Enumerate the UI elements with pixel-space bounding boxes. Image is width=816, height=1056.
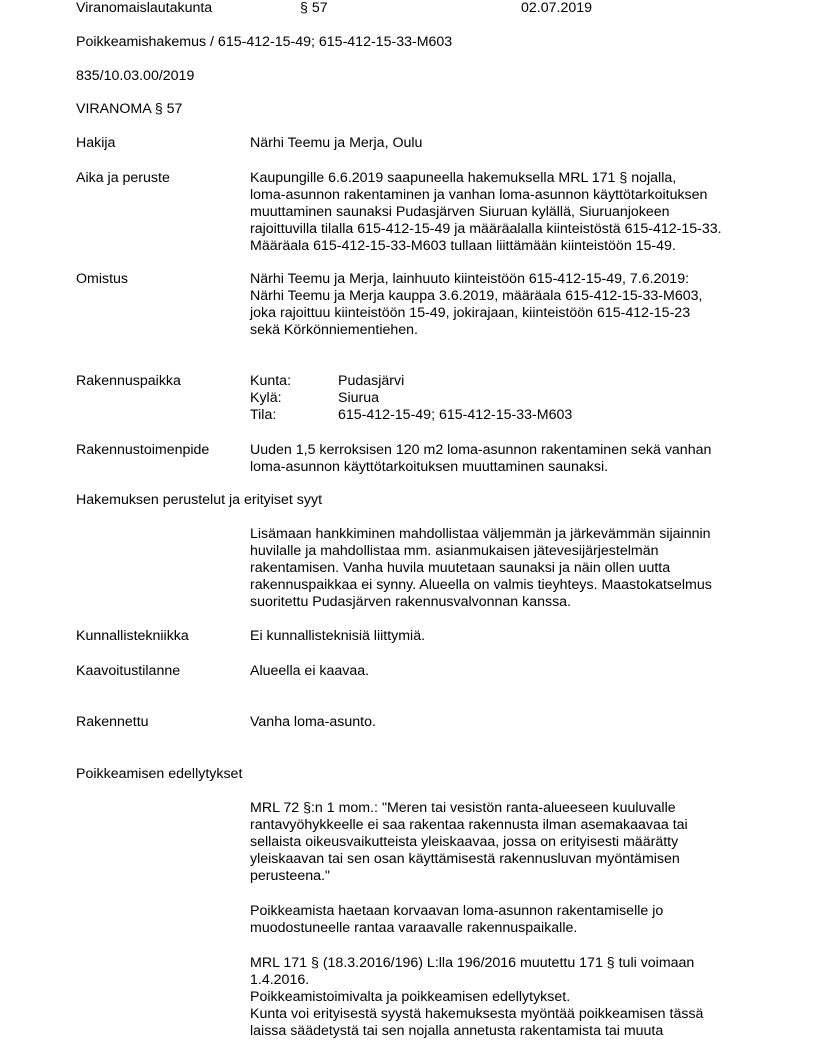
text-line: MRL 171 § (18.3.2016/196) L:lla 196/2016 muutettu 171 § tuli voimaan [250, 955, 695, 971]
village-label: Kylä: [250, 390, 282, 406]
conditions-quote [250, 800, 750, 885]
text-line: MRL 72 §:n 1 mom.: "Meren tai vesistön ranta-alueeseen kuuluvalle [250, 800, 676, 816]
text-line: rantavyöhykkeelle ei saa rakentaa rakennusta ilman asemakaavaa tai [250, 817, 688, 833]
text-line: muodostuneelle rantaa varaavalle rakennuspaikalle. [250, 920, 578, 936]
text-line: Kunta voi erityisestä syystä hakemuksesta myöntää poikkeamisen tässä [250, 1006, 704, 1022]
building-action-label: Rakennustoimenpide [76, 442, 210, 458]
municipal-engineering-label: Kunnallistekniikka [76, 628, 189, 644]
record-number: 835/10.03.00/2019 [76, 68, 195, 84]
text-line: sekä Körkönniementiehen. [250, 322, 418, 338]
text-line: muuttaminen saunaksi Pudasjärven Siuruan kylällä, Siuruanjokeen [250, 204, 670, 220]
subject-line: Poikkeamishakemus / 615-412-15-49; 615-412-15-33-M603 [76, 34, 453, 50]
text-line: Kaupungille 6.6.2019 saapuneella hakemuksella MRL 171 § nojalla, [250, 170, 677, 186]
text-line: Lisämaan hankkiminen mahdollistaa väljemmän ja järkevämmän sijainnin [250, 526, 711, 542]
text-line: Närhi Teemu ja Merja kauppa 3.6.2019, määräala 615-412-15-33-M603, [250, 288, 703, 304]
municipal-engineering-value: Ei kunnallisteknisiä liittymiä. [250, 628, 426, 644]
estate-label: Tila: [250, 407, 277, 423]
time-basis-label: Aika ja peruste [76, 170, 170, 186]
conditions-law [250, 955, 750, 1040]
text-line: Uuden 1,5 kerroksisen 120 m2 loma-asunnon rakentaminen sekä vanhan [250, 442, 712, 458]
village-value: Siurua [338, 390, 380, 406]
applicant-value: Närhi Teemu ja Merja, Oulu [250, 135, 423, 151]
text-line: Närhi Teemu ja Merja, lainhuuto kiinteistöön 615-412-15-49, 7.6.2019: [250, 271, 690, 287]
text-line: Poikkeamistoimivalta ja poikkeamisen edellytykset. [250, 989, 571, 1005]
ownership-text [250, 271, 750, 339]
estate-value: 615-412-15-49; 615-412-15-33-M603 [338, 407, 573, 423]
text-line: huvilalle ja mahdollistaa mm. asianmukaisen jätevesijärjestelmän [250, 543, 659, 559]
conditions-deviation [250, 903, 750, 937]
justification-label: Hakemuksen perustelut ja erityiset syyt [76, 492, 323, 508]
applicant-label: Hakija [76, 135, 116, 151]
zoning-value: Alueella ei kaavaa. [250, 663, 370, 679]
text-line: suoritettu Pudasjärven rakennusvalvonnan kanssa. [250, 594, 571, 610]
text-line: rakentamisen. Vanha huvila muutetaan saunaksi ja näin ollen uutta [250, 560, 671, 576]
text-line: loma-asunnon rakentaminen ja vanhan loma-asunnon käyttötarkoituksen [250, 187, 708, 203]
ownership-label: Omistus [76, 271, 129, 287]
text-line: Määräala 615-412-15-33-M603 tullaan liittämään kiinteistöön 15-49. [250, 238, 676, 254]
text-line: joka rajoittuu kiinteistöön 15-49, jokirajaan, kiinteistöön 615-412-15-23 [250, 305, 691, 321]
document-date: 02.07.2019 [521, 0, 593, 16]
text-line: rakennuspaikkaa ei synny. Alueella on valmis tieyhteys. Maastokatselmus [250, 577, 712, 593]
section-number: § 57 [300, 0, 328, 16]
issuing-body: Viranomaislautakunta [76, 0, 213, 16]
text-line: loma-asunnon käyttötarkoituksen muuttaminen saunaksi. [250, 459, 609, 475]
municipality-label: Kunta: [250, 373, 292, 389]
justification-text [250, 526, 750, 611]
text-line: perusteena." [250, 868, 330, 884]
decision-title: VIRANOMA § 57 [76, 101, 183, 117]
building-site-label: Rakennuspaikka [76, 373, 181, 389]
text-line: laissa säädetystä tai sen nojalla annetusta rakentamista tai muuta [250, 1023, 664, 1039]
text-line: sellaista oikeusvaikutteista yleiskaavaa, jossa on erityisesti määrätty [250, 834, 679, 850]
building-action-text [250, 442, 750, 476]
text-line: yleiskaavan tai sen osan käyttämisestä rakennusluvan myöntämisen [250, 851, 680, 867]
text-line: 1.4.2016. [250, 972, 310, 988]
text-line: Poikkeamista haetaan korvaavan loma-asunnon rakentamiselle jo [250, 903, 664, 919]
municipality-value: Pudasjärvi [338, 373, 405, 389]
time-basis-text [250, 170, 750, 255]
built-label: Rakennettu [76, 714, 149, 730]
zoning-label: Kaavoitustilanne [76, 663, 181, 679]
text-line: rajoittuvilla tilalla 615-412-15-49 ja määräalalla kiinteistöstä 615-412-15-33. [250, 221, 722, 237]
built-value: Vanha loma-asunto. [250, 714, 376, 730]
conditions-label: Poikkeamisen edellytykset [76, 766, 243, 782]
